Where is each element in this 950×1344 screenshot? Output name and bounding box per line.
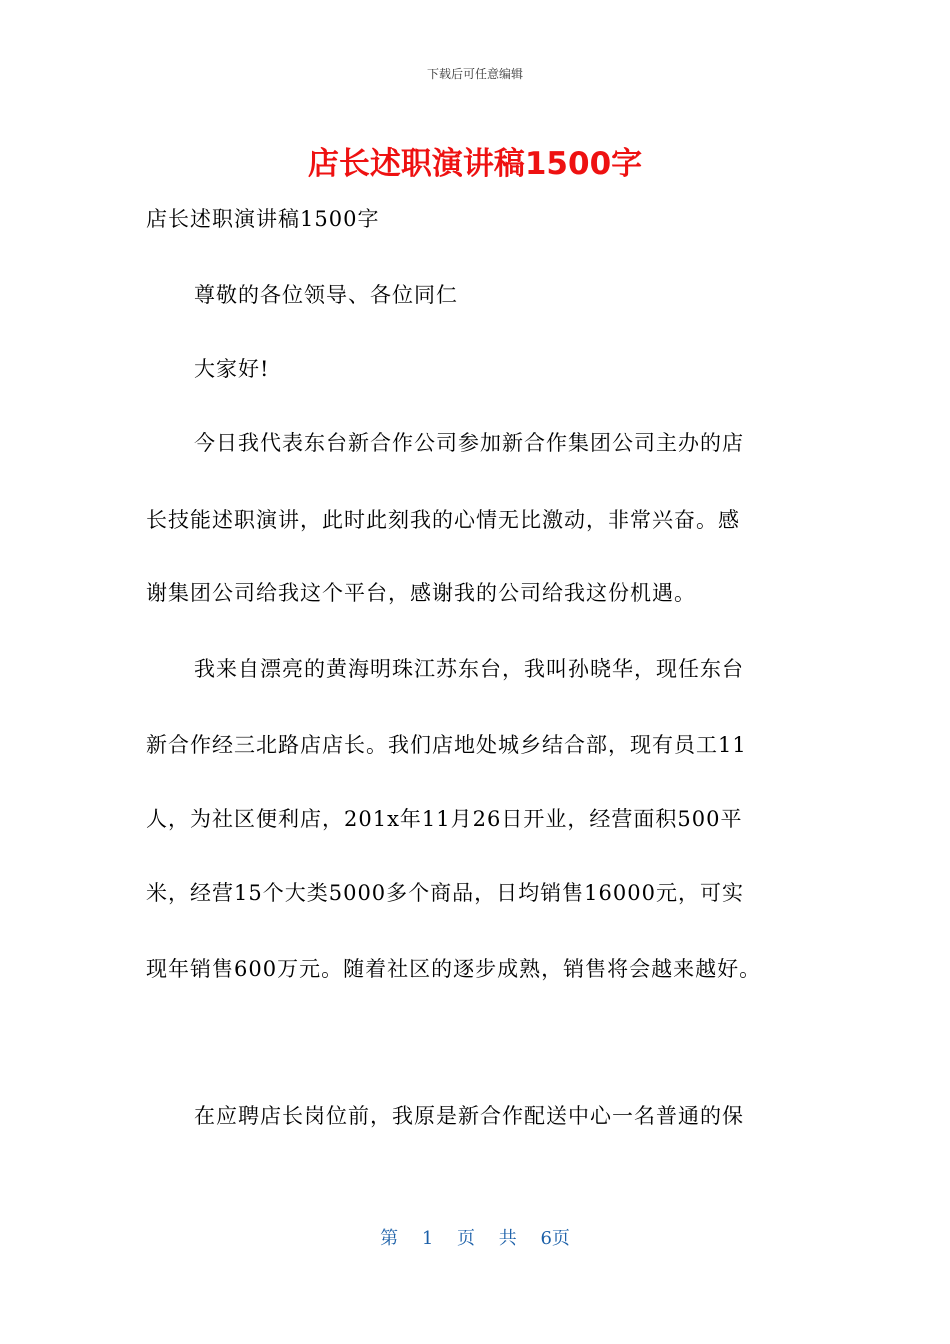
footer-label-page-unit: 页 (457, 1228, 475, 1249)
footer-label-total: 共 (498, 1228, 517, 1249)
hello-line: 大家好! (194, 357, 270, 381)
subtitle-line: 店长述职演讲稿1500字 (146, 207, 380, 231)
paragraph-2-line-1: 我来自漂亮的黄海明珠江苏东台，我叫孙晓华，现任东台 (194, 657, 744, 681)
paragraph-1-line-1: 今日我代表东台新合作公司参加新合作集团公司主办的店 (194, 431, 744, 455)
paragraph-2-line-4: 米，经营15个大类5000多个商品，日均销售16000元，可实 (146, 881, 744, 905)
document-title: 店长述职演讲稿1500字 (307, 146, 643, 182)
paragraph-3-line-1: 在应聘店长岗位前，我原是新合作配送中心一名普通的保 (194, 1104, 744, 1128)
footer-label-page: 第 (380, 1228, 399, 1249)
greeting-line: 尊敬的各位领导、各位同仁 (194, 283, 458, 307)
paragraph-2-line-5: 现年销售600万元。随着社区的逐步成熟，销售将会越来越好。 (146, 957, 762, 981)
paragraph-2-line-2: 新合作经三北路店店长。我们店地处城乡结合部，现有员工11 (146, 733, 747, 757)
paragraph-1-line-2: 长技能述职演讲，此时此刻我的心情无比激动，非常兴奋。感 (146, 508, 740, 532)
footer-total-pages: 6页 (540, 1228, 570, 1249)
paragraph-2-line-3: 人，为社区便利店，201x年11月26日开业，经营面积500平 (146, 807, 743, 831)
header-note: 下载后可任意编辑 (426, 67, 523, 81)
paragraph-1-line-3: 谢集团公司给我这个平台，感谢我的公司给我这份机遇。 (146, 581, 696, 605)
page-footer (0, 1226, 950, 1252)
footer-current-page: 1 (421, 1228, 434, 1249)
